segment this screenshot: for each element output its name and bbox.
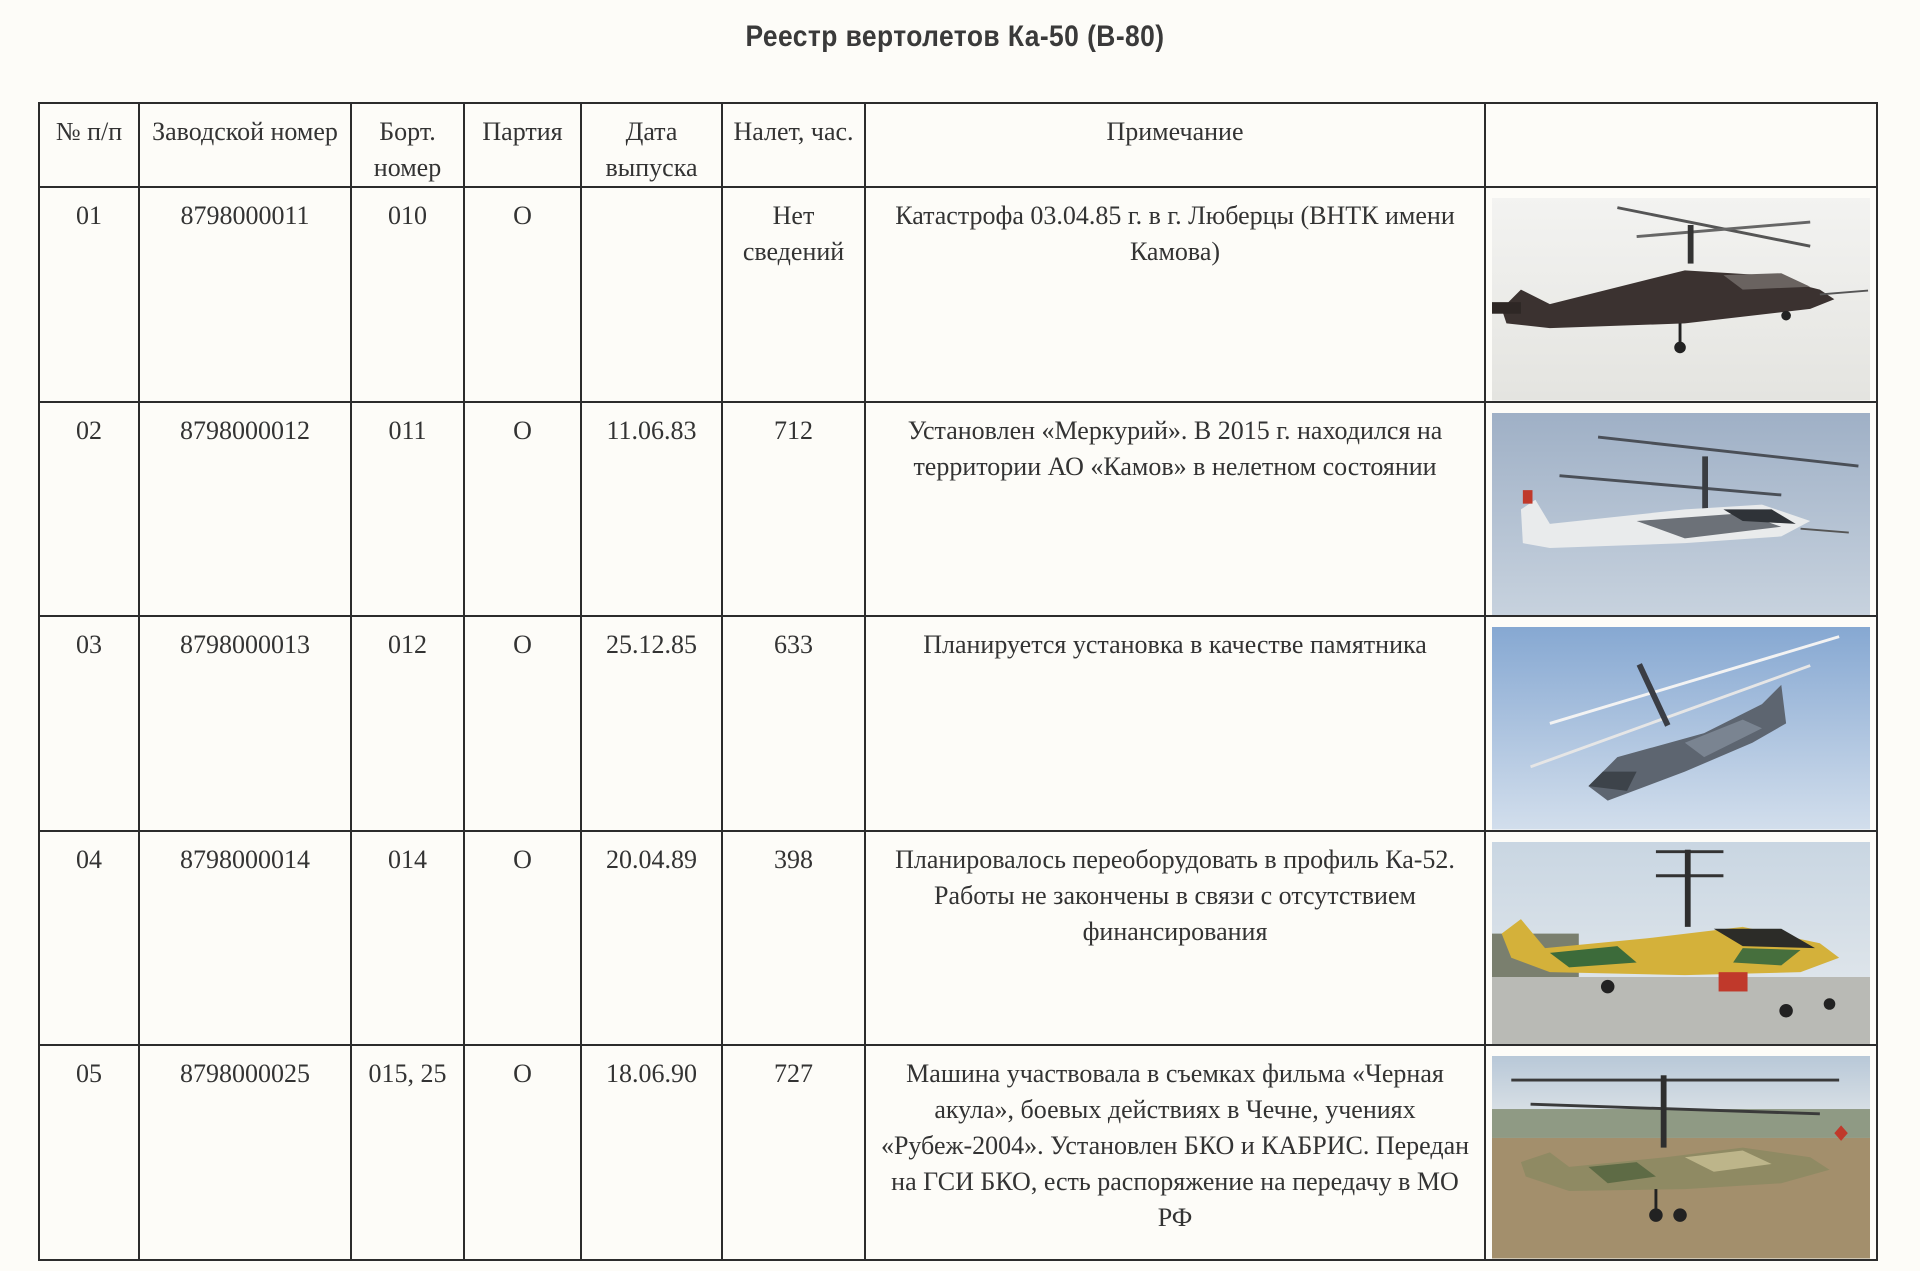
cell-photo [1485, 187, 1877, 402]
helicopter-photo-2 [1492, 413, 1870, 616]
cell-factory-number: 8798000025 [139, 1045, 351, 1260]
cell-photo [1485, 616, 1877, 831]
cell-release-date: 20.04.89 [581, 831, 722, 1046]
cell-photo [1485, 1045, 1877, 1260]
cell-board-number: 012 [351, 616, 464, 831]
cell-board-number: 015, 25 [351, 1045, 464, 1260]
table-header-row [39, 103, 1877, 187]
cell-note: Машина участвовала в съемках фильма «Черная акула», боевых действиях в Чечне, учениях «Рубеж-2004». Установлен БКО и КАБРИС. Передан на ГСИ БКО, есть распоряжение на передачу в МО РФ [865, 1045, 1485, 1260]
cell-num: 05 [39, 1045, 139, 1260]
header-board-number: Борт. номер [351, 103, 464, 187]
cell-photo [1485, 402, 1877, 617]
cell-release-date: 25.12.85 [581, 616, 722, 831]
header-note: Примечание [865, 103, 1485, 187]
cell-release-date: 11.06.83 [581, 402, 722, 617]
cell-factory-number: 8798000014 [139, 831, 351, 1046]
helicopter-photo-5 [1492, 1056, 1870, 1259]
cell-num: 03 [39, 616, 139, 831]
helicopter-registry-table [38, 102, 1878, 1261]
header-batch: Партия [464, 103, 581, 187]
page-title: Реестр вертолетов Ка-50 (В-80) [745, 20, 1165, 53]
table-row [39, 402, 1877, 617]
helicopter-photo-3 [1492, 627, 1870, 830]
cell-batch: О [464, 402, 581, 617]
cell-factory-number: 8798000011 [139, 187, 351, 402]
cell-flight-hours: Нет сведений [722, 187, 865, 402]
cell-release-date [581, 187, 722, 402]
cell-note: Установлен «Меркурий». В 2015 г. находился на территории АО «Камов» в нелетном состоянии [865, 402, 1485, 617]
header-flight-hours: Налет, час. [722, 103, 865, 187]
cell-board-number: 011 [351, 402, 464, 617]
cell-flight-hours: 712 [722, 402, 865, 617]
cell-board-number: 014 [351, 831, 464, 1046]
header-num: № п/п [39, 103, 139, 187]
table-row [39, 831, 1877, 1046]
cell-flight-hours: 398 [722, 831, 865, 1046]
cell-note: Планируется установка в качестве памятника [865, 616, 1485, 831]
helicopter-photo-1 [1492, 198, 1870, 401]
cell-photo [1485, 831, 1877, 1046]
cell-release-date: 18.06.90 [581, 1045, 722, 1260]
cell-batch: О [464, 187, 581, 402]
cell-factory-number: 8798000013 [139, 616, 351, 831]
header-photo [1485, 103, 1877, 187]
cell-num: 02 [39, 402, 139, 617]
cell-batch: О [464, 1045, 581, 1260]
cell-factory-number: 8798000012 [139, 402, 351, 617]
cell-flight-hours: 633 [722, 616, 865, 831]
header-release-date: Дата выпуска [581, 103, 722, 187]
table-row [39, 187, 1877, 402]
header-factory-number: Заводской номер [139, 103, 351, 187]
cell-num: 04 [39, 831, 139, 1046]
cell-note: Планировалось переоборудовать в профиль Ка-52. Работы не закончены в связи с отсутствием финансирования [865, 831, 1485, 1046]
cell-batch: О [464, 831, 581, 1046]
cell-note: Катастрофа 03.04.85 г. в г. Люберцы (ВНТК имени Камова) [865, 187, 1485, 402]
cell-num: 01 [39, 187, 139, 402]
table-row [39, 1045, 1877, 1260]
cell-flight-hours: 727 [722, 1045, 865, 1260]
cell-board-number: 010 [351, 187, 464, 402]
helicopter-photo-4 [1492, 842, 1870, 1045]
cell-batch: О [464, 616, 581, 831]
table-row [39, 616, 1877, 831]
